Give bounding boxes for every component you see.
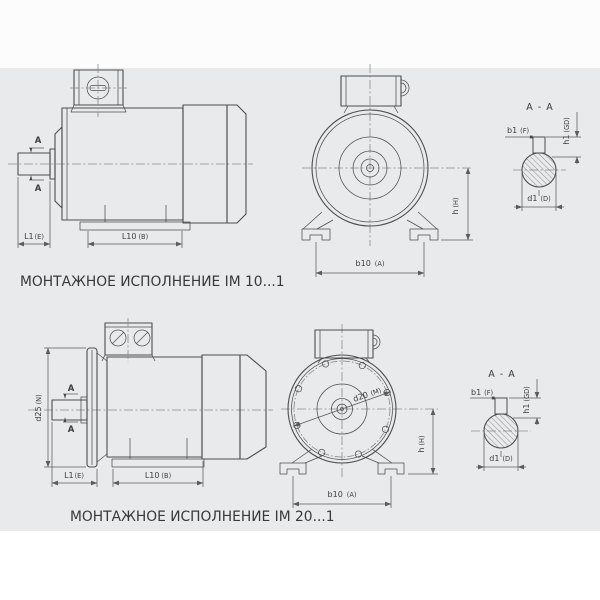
dim-label-d25: d25(N) [34, 394, 43, 422]
dim-label-h: h(H) [417, 435, 426, 453]
dim-label-l10: L10 (B) [121, 232, 149, 241]
cut-label-top: A [34, 136, 42, 146]
dim-label-b10: b10 (A) [355, 259, 385, 268]
caption-im10: МОНТАЖНОЕ ИСПОЛНЕНИЕ IM 10...1 [20, 274, 285, 290]
caption-im20: МОНТАЖНОЕ ИСПОЛНЕНИЕ IM 20...1 [70, 509, 335, 525]
dim-label-d1: d1 (D) [527, 194, 551, 203]
dim-label-d20: d20(M) [351, 386, 383, 404]
dim-label-l1: L1(E) [24, 232, 44, 241]
key [495, 398, 507, 414]
dim-label-l1: L1(E) [64, 471, 84, 480]
dim-label-b1: b1 (F) [471, 388, 494, 397]
dim-label-h: h(H) [451, 197, 460, 215]
dim-label-d1: d1 (D) [489, 454, 513, 463]
shaft-section [522, 153, 556, 187]
shaft-section [484, 414, 518, 448]
cut-label-top: A [67, 384, 75, 394]
cut-label-bottom: A [67, 425, 75, 435]
bottom-band [0, 531, 600, 600]
dim-label-h1: h1(GD) [522, 386, 531, 414]
key [533, 137, 545, 153]
dim-label-b1: b1 (F) [507, 126, 530, 135]
section-title: A - A [526, 102, 554, 113]
dim-label-b10: b10 (A) [327, 490, 357, 499]
top-band [0, 0, 600, 68]
section-title: A - A [488, 369, 516, 380]
cut-label-bottom: A [34, 184, 42, 194]
dim-label-l10: L10 (B) [144, 471, 172, 480]
dim-label-h1: h1(GD) [562, 117, 571, 145]
